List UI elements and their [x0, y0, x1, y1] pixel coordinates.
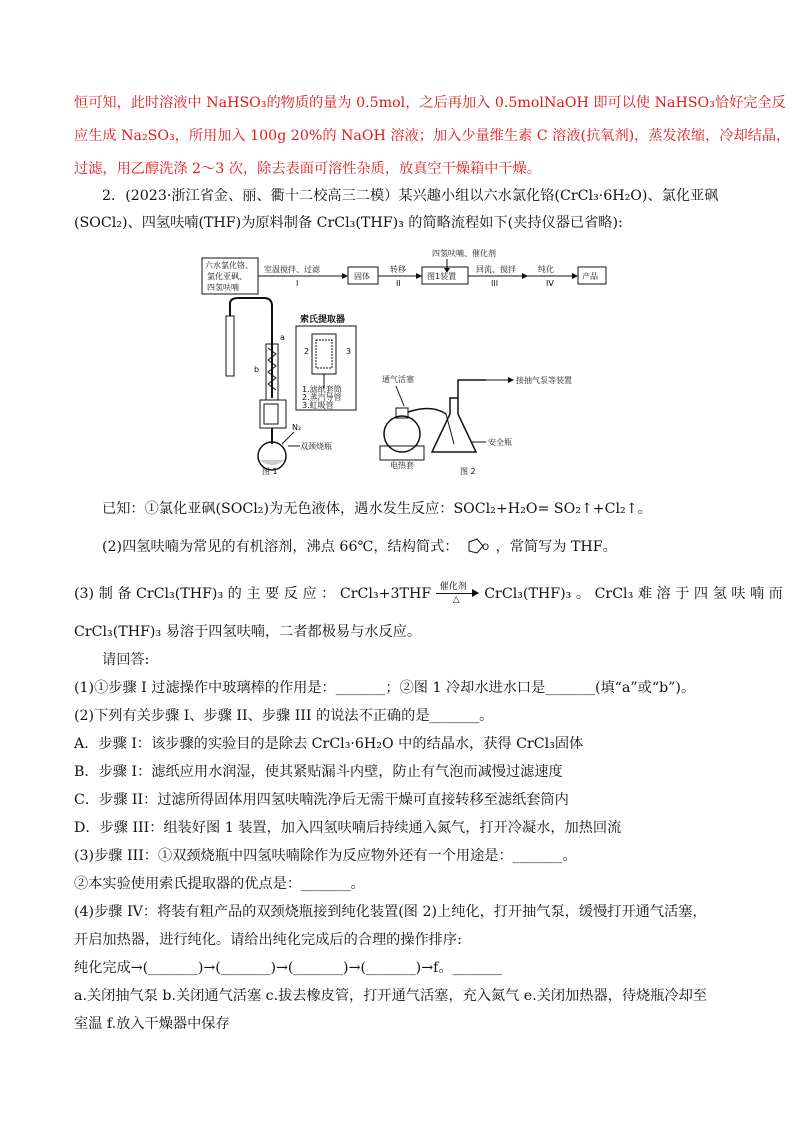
step-2-num: II: [396, 279, 401, 288]
start-box-line-1: 六水氯化铬、: [205, 261, 253, 270]
start-box-line-3: 四氢呋喃: [207, 283, 239, 292]
option-d: D．步骤 III：组装好图 1 装置，加入四氢呋喃后持续通入氮气，打开冷凝水，加热回流: [74, 820, 622, 836]
fig1-caption: 图 1: [262, 467, 278, 476]
question-intro-1: 2．(2023·浙江省金、丽、衢十二校高三二模）某兴趣小组以六水氯化铬(CrCl₃·6H₂O)、氯化亚砜: [102, 188, 719, 204]
q4-options-2: 室温 f.放入干燥器中保存: [74, 1016, 230, 1032]
soxhlet-marker-3: 3: [346, 347, 352, 356]
q3-part-2: ②本实验使用索氏提取器的优点是：_______。: [74, 876, 365, 892]
n2-label: N₂: [292, 423, 302, 432]
fig1-apparatus-box: 图1装置: [427, 272, 457, 281]
soxhlet-legend-2: 2.蒸汽导管: [302, 393, 342, 402]
step-2-label: 转移: [390, 265, 406, 274]
answer-line-1: 恒可知，此时溶液中 NaHSO₃的物质的量为 0.5mol，之后再加入 0.5molNaOH 即可以使 NaHSO₃恰好完全反: [74, 95, 786, 111]
heater-label: 电热套: [390, 461, 414, 470]
option-b: B．步骤 I：滤纸应用水润湿，使其紧贴漏斗内壁，防止有气泡而减慢过滤速度: [74, 764, 563, 780]
step-4-num: IV: [546, 279, 554, 288]
step-4-label: 纯化: [538, 265, 554, 274]
port-a-label: a: [280, 333, 285, 342]
prompt: 请回答:: [102, 652, 150, 668]
soxhlet-marker-2: 2: [304, 347, 310, 356]
option-c: C．步骤 II：过滤所得固体用四氢呋喃洗净后无需干燥可直接转移至滤纸套筒内: [74, 792, 569, 808]
answer-line-3: 过滤，用乙醇洗涤 2～3 次，除去表面可溶性杂质，放真空干燥箱中干燥。: [74, 161, 541, 177]
known-3-text-b: CrCl₃(THF)₃ 。 CrCl₃ 难 溶 于 四 氢 呋 喃 而: [484, 586, 783, 602]
safety-bottle-label: 安全瓶: [488, 438, 512, 447]
port-b-label: b: [254, 365, 260, 374]
known-3-cont: CrCl₃(THF)₃ 易溶于四氢呋喃，二者都极易与水反应。: [74, 624, 422, 640]
apparatus-svg: [196, 248, 608, 484]
start-box-line-2: 氯化亚砜、: [207, 272, 247, 281]
known-2: [102, 536, 617, 557]
thf-ring-icon: [463, 537, 491, 557]
q4-sequence: 纯化完成→(_______)→(_______)→(_______)→(_______)→f。_______: [74, 960, 503, 976]
option-a: A．步骤 I：该步骤的实验目的是除去 CrCl₃·6H₂O 中的结晶水，获得 CrCl₃固体: [74, 736, 584, 752]
known-3: [74, 583, 783, 603]
q3-part-1: (3)步骤 III：①双颈烧瓶中四氢呋喃除作为反应物外还有一个用途是：_______。: [74, 848, 577, 864]
q4-line-2: 开启加热器，进行纯化。请给出纯化完成后的合理的操作排序:: [74, 932, 462, 948]
question-intro-2: (SOCl₂)、四氢呋喃(THF)为原料制备 CrCl₃(THF)₃ 的简略流程如下(夹持仪器已省略):: [74, 215, 623, 231]
heat-label: △: [452, 595, 460, 605]
pump-label: 接抽气泵等装置: [516, 376, 572, 385]
soxhlet-legend-1: 1.滤纸套筒: [302, 385, 342, 394]
known-2-text-a: (2)四氢呋喃为常见的有机溶剂，沸点 66℃，结构简式：: [102, 539, 459, 555]
valve-label: 通气活塞: [382, 375, 414, 384]
known-3-text-a: (3) 制 备 CrCl₃(THF)₃ 的 主 要 反 应 ： CrCl₃+3THF: [74, 586, 432, 602]
answer-line-2: 应生成 Na₂SO₃，所用加入 100g 20%的 NaOH 溶液；加入少量维生素 C 溶液(抗氧剂)，蒸发浓缩，冷却结晶，: [74, 128, 791, 144]
soxhlet-title: 索氏提取器: [300, 315, 346, 325]
top-reagent-text: 四氢呋喃、催化剂: [432, 249, 496, 258]
known-1: 已知：①氯化亚砜(SOCl₂)为无色液体，遇水发生反应：SOCl₂+H₂O= SO₂↑+Cl₂↑。: [102, 501, 652, 517]
step-3-label: 回流、搅拌: [476, 265, 516, 274]
catalyst-label: 催化剂: [439, 582, 467, 592]
solid-box: 固体: [354, 272, 370, 281]
q1: (1)①步骤 I 过滤操作中玻璃棒的作用是：_______；②图 1 冷却水进水口是_______(填“a”或“b”)。: [74, 680, 696, 696]
step-1-num: I: [296, 279, 299, 288]
q4-line-1: (4)步骤 IV：将装有粗产品的双颈烧瓶接到纯化装置(图 2)上纯化，打开抽气泵，缓慢打开通气活塞，: [74, 904, 707, 920]
thf-ring-o: O: [482, 543, 490, 553]
apparatus-diagram: [196, 248, 608, 484]
q4-options-1: a.关闭抽气泵 b.关闭通气活塞 c.拔去橡皮管，打开通气活塞，充入氮气 e.关闭加热器，待烧瓶冷却至: [74, 988, 707, 1004]
fig2-caption: 图 2: [460, 467, 476, 476]
flask-label: 双颈烧瓶: [300, 442, 332, 451]
product-box: 产品: [582, 272, 598, 281]
soxhlet-legend-3: 3.虹吸管: [302, 401, 334, 410]
step-3-num: III: [491, 279, 499, 288]
q2: (2)下列有关步骤 I、步骤 II、步骤 III 的说法不正确的是_______。: [74, 708, 494, 724]
step-1-label: 室温搅拌、过滤: [264, 265, 320, 274]
known-2-text-b: ，常简写为 THF。: [495, 539, 617, 555]
catalyst-arrow: [436, 582, 480, 605]
